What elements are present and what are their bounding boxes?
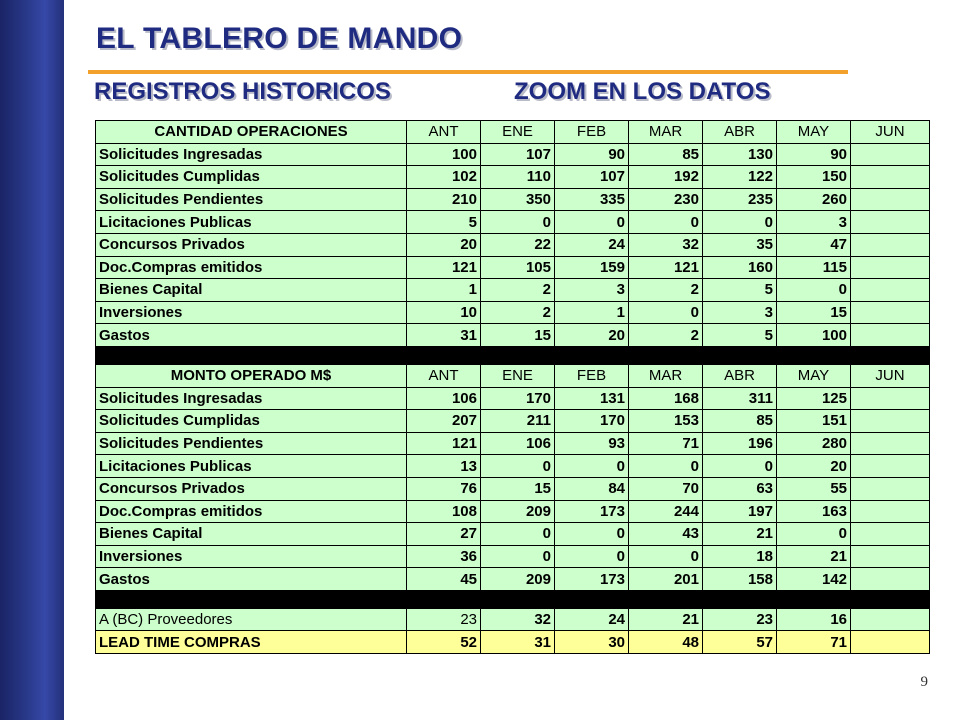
value-cell: 93 [555, 432, 629, 455]
value-cell: 47 [777, 233, 851, 256]
value-cell: 24 [555, 608, 629, 631]
value-cell: 1 [407, 279, 481, 302]
value-cell: 31 [481, 631, 555, 654]
row-label: Solicitudes Pendientes [96, 432, 407, 455]
row-label: Concursos Privados [96, 233, 407, 256]
subtitle-zoom: ZOOM EN LOS DATOS [514, 78, 771, 105]
table-row [96, 477, 930, 500]
value-cell [851, 301, 930, 324]
value-cell [851, 211, 930, 234]
month-header: FEB [555, 121, 629, 144]
value-cell: 115 [777, 256, 851, 279]
value-cell: 209 [481, 500, 555, 523]
value-cell: 2 [481, 279, 555, 302]
value-cell: 21 [629, 608, 703, 631]
value-cell: 260 [777, 188, 851, 211]
separator-bar [96, 590, 930, 608]
value-cell [851, 410, 930, 433]
value-cell: 107 [481, 143, 555, 166]
value-cell: 196 [703, 432, 777, 455]
value-cell [851, 188, 930, 211]
data-table [95, 120, 930, 654]
value-cell: 121 [407, 256, 481, 279]
value-cell [851, 279, 930, 302]
value-cell [851, 233, 930, 256]
value-cell: 20 [777, 455, 851, 478]
value-cell: 71 [629, 432, 703, 455]
title-underline [88, 70, 848, 74]
row-label: Concursos Privados [96, 477, 407, 500]
value-cell: 71 [777, 631, 851, 654]
value-cell: 23 [703, 608, 777, 631]
section-title-monto: MONTO OPERADO M$ [96, 364, 407, 387]
value-cell: 0 [481, 455, 555, 478]
value-cell: 107 [555, 166, 629, 189]
value-cell: 0 [629, 301, 703, 324]
row-label: Gastos [96, 568, 407, 591]
table-row [96, 500, 930, 523]
value-cell: 210 [407, 188, 481, 211]
value-cell: 21 [777, 545, 851, 568]
value-cell: 0 [481, 211, 555, 234]
month-header: ANT [407, 121, 481, 144]
subtitle-registros: REGISTROS HISTORICOS [94, 78, 391, 105]
value-cell: 1 [555, 301, 629, 324]
value-cell: 5 [703, 279, 777, 302]
value-cell: 159 [555, 256, 629, 279]
value-cell: 102 [407, 166, 481, 189]
page-number: 9 [920, 674, 928, 690]
value-cell: 108 [407, 500, 481, 523]
value-cell: 45 [407, 568, 481, 591]
table-row [96, 233, 930, 256]
value-cell: 32 [481, 608, 555, 631]
value-cell [851, 568, 930, 591]
value-cell: 2 [481, 301, 555, 324]
row-label: Doc.Compras emitidos [96, 500, 407, 523]
value-cell: 173 [555, 500, 629, 523]
row-label: Licitaciones Publicas [96, 455, 407, 478]
value-cell: 163 [777, 500, 851, 523]
value-cell: 16 [777, 608, 851, 631]
value-cell: 106 [481, 432, 555, 455]
value-cell: 0 [777, 523, 851, 546]
value-cell: 27 [407, 523, 481, 546]
side-decoration-bar [0, 0, 64, 720]
value-cell: 15 [777, 301, 851, 324]
value-cell [851, 432, 930, 455]
value-cell [851, 608, 930, 631]
table-row [96, 166, 930, 189]
value-cell [851, 143, 930, 166]
month-header: JUN [851, 364, 930, 387]
section-title-cantidad: CANTIDAD OPERACIONES [96, 121, 407, 144]
value-cell [851, 523, 930, 546]
value-cell: 209 [481, 568, 555, 591]
table-row [96, 432, 930, 455]
value-cell: 18 [703, 545, 777, 568]
value-cell: 244 [629, 500, 703, 523]
row-label: A (BC) Proveedores [96, 608, 407, 631]
value-cell: 0 [777, 279, 851, 302]
value-cell [851, 387, 930, 410]
value-cell: 201 [629, 568, 703, 591]
value-cell: 131 [555, 387, 629, 410]
value-cell: 106 [407, 387, 481, 410]
value-cell: 90 [777, 143, 851, 166]
month-header: MAY [777, 121, 851, 144]
value-cell: 151 [777, 410, 851, 433]
table-row [96, 455, 930, 478]
value-cell: 24 [555, 233, 629, 256]
value-cell: 105 [481, 256, 555, 279]
value-cell: 0 [703, 455, 777, 478]
value-cell: 0 [703, 211, 777, 234]
value-cell: 0 [555, 455, 629, 478]
row-label: Inversiones [96, 301, 407, 324]
value-cell: 335 [555, 188, 629, 211]
value-cell: 153 [629, 410, 703, 433]
value-cell [851, 324, 930, 347]
value-cell: 160 [703, 256, 777, 279]
value-cell [851, 545, 930, 568]
value-cell: 32 [629, 233, 703, 256]
value-cell: 55 [777, 477, 851, 500]
value-cell: 35 [703, 233, 777, 256]
month-header: ANT [407, 364, 481, 387]
value-cell: 211 [481, 410, 555, 433]
value-cell: 230 [629, 188, 703, 211]
row-label: Bienes Capital [96, 523, 407, 546]
value-cell: 235 [703, 188, 777, 211]
row-label: Solicitudes Ingresadas [96, 387, 407, 410]
value-cell: 57 [703, 631, 777, 654]
value-cell: 350 [481, 188, 555, 211]
separator-row [96, 590, 930, 608]
value-cell: 142 [777, 568, 851, 591]
header-row-monto [96, 364, 930, 387]
value-cell [851, 500, 930, 523]
value-cell: 70 [629, 477, 703, 500]
month-header: FEB [555, 364, 629, 387]
table-row [96, 301, 930, 324]
month-header: MAR [629, 121, 703, 144]
value-cell: 10 [407, 301, 481, 324]
separator-row [96, 346, 930, 364]
month-header: ABR [703, 364, 777, 387]
value-cell: 121 [629, 256, 703, 279]
value-cell: 90 [555, 143, 629, 166]
value-cell: 0 [481, 545, 555, 568]
value-cell [851, 455, 930, 478]
row-label: Gastos [96, 324, 407, 347]
table-row [96, 256, 930, 279]
value-cell: 110 [481, 166, 555, 189]
proveedores-row [96, 608, 930, 631]
value-cell: 21 [703, 523, 777, 546]
value-cell: 280 [777, 432, 851, 455]
month-header: MAY [777, 364, 851, 387]
value-cell: 0 [629, 455, 703, 478]
row-label: Solicitudes Cumplidas [96, 410, 407, 433]
value-cell: 197 [703, 500, 777, 523]
value-cell: 2 [629, 279, 703, 302]
month-header: ENE [481, 364, 555, 387]
month-header: ABR [703, 121, 777, 144]
table-row [96, 523, 930, 546]
value-cell: 100 [407, 143, 481, 166]
row-label: LEAD TIME COMPRAS [96, 631, 407, 654]
value-cell: 0 [555, 545, 629, 568]
value-cell: 121 [407, 432, 481, 455]
value-cell: 36 [407, 545, 481, 568]
value-cell: 2 [629, 324, 703, 347]
separator-bar [96, 346, 930, 364]
table-row [96, 211, 930, 234]
value-cell: 3 [777, 211, 851, 234]
value-cell: 125 [777, 387, 851, 410]
value-cell: 150 [777, 166, 851, 189]
value-cell: 52 [407, 631, 481, 654]
value-cell: 15 [481, 477, 555, 500]
value-cell: 168 [629, 387, 703, 410]
month-header: MAR [629, 364, 703, 387]
lead-time-row [96, 631, 930, 654]
row-label: Licitaciones Publicas [96, 211, 407, 234]
value-cell: 43 [629, 523, 703, 546]
value-cell: 31 [407, 324, 481, 347]
value-cell [851, 631, 930, 654]
row-label: Solicitudes Pendientes [96, 188, 407, 211]
value-cell: 192 [629, 166, 703, 189]
value-cell: 30 [555, 631, 629, 654]
value-cell: 15 [481, 324, 555, 347]
row-label: Inversiones [96, 545, 407, 568]
table-row [96, 143, 930, 166]
row-label: Solicitudes Ingresadas [96, 143, 407, 166]
value-cell: 170 [555, 410, 629, 433]
table-row [96, 568, 930, 591]
page-title: EL TABLERO DE MANDO [96, 22, 463, 55]
value-cell [851, 166, 930, 189]
value-cell: 3 [703, 301, 777, 324]
value-cell: 20 [407, 233, 481, 256]
table-row [96, 387, 930, 410]
month-header: JUN [851, 121, 930, 144]
table-row [96, 279, 930, 302]
value-cell: 85 [629, 143, 703, 166]
value-cell: 130 [703, 143, 777, 166]
value-cell: 0 [629, 545, 703, 568]
value-cell: 23 [407, 608, 481, 631]
value-cell [851, 477, 930, 500]
value-cell: 311 [703, 387, 777, 410]
table-row [96, 545, 930, 568]
value-cell: 0 [481, 523, 555, 546]
header-row-cantidad [96, 121, 930, 144]
value-cell: 122 [703, 166, 777, 189]
value-cell: 85 [703, 410, 777, 433]
table-row [96, 324, 930, 347]
value-cell: 5 [703, 324, 777, 347]
value-cell: 173 [555, 568, 629, 591]
value-cell: 63 [703, 477, 777, 500]
value-cell: 22 [481, 233, 555, 256]
value-cell: 3 [555, 279, 629, 302]
value-cell: 5 [407, 211, 481, 234]
table-row [96, 410, 930, 433]
row-label: Solicitudes Cumplidas [96, 166, 407, 189]
value-cell: 0 [629, 211, 703, 234]
table-row [96, 188, 930, 211]
value-cell: 100 [777, 324, 851, 347]
value-cell: 13 [407, 455, 481, 478]
value-cell: 0 [555, 523, 629, 546]
value-cell: 84 [555, 477, 629, 500]
value-cell: 207 [407, 410, 481, 433]
value-cell: 20 [555, 324, 629, 347]
row-label: Bienes Capital [96, 279, 407, 302]
value-cell: 170 [481, 387, 555, 410]
value-cell: 76 [407, 477, 481, 500]
month-header: ENE [481, 121, 555, 144]
row-label: Doc.Compras emitidos [96, 256, 407, 279]
value-cell: 158 [703, 568, 777, 591]
value-cell: 48 [629, 631, 703, 654]
value-cell: 0 [555, 211, 629, 234]
value-cell [851, 256, 930, 279]
